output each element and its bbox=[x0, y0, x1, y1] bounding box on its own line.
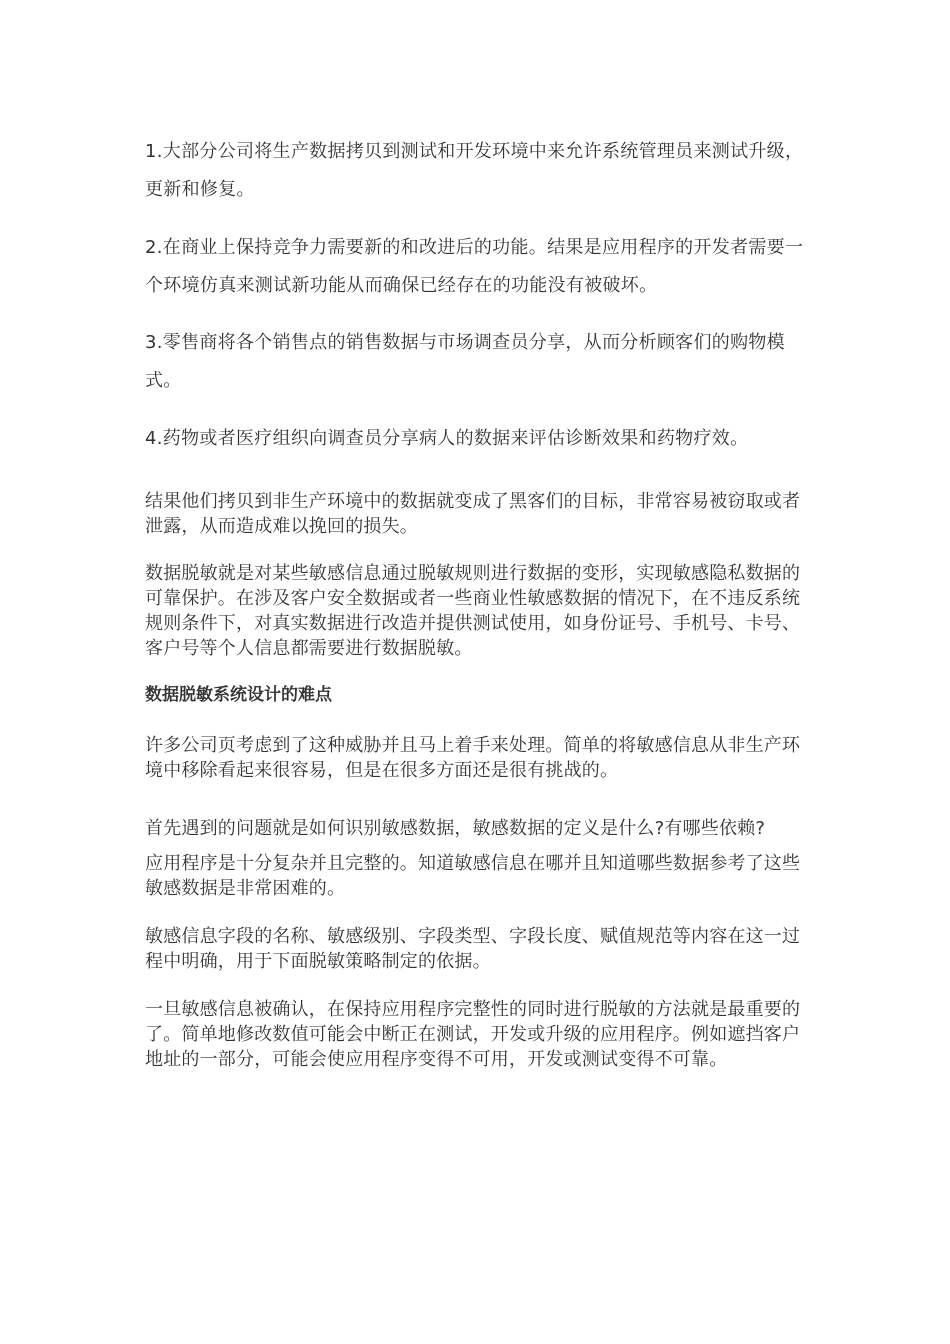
paragraph-threat: 许多公司页考虑到了这种威胁并且马上着手来处理。简单的将敏感信息从非生产环境中移除看起来很容易，但是在很多方面还是很有挑战的。 bbox=[145, 735, 801, 781]
list-item-4: 4.药物或者医疗组织向调查员分享病人的数据来评估诊断效果和药物疗效。 bbox=[145, 428, 749, 449]
paragraph-complexity: 应用程序是十分复杂并且完整的。知道敏感信息在哪并且知道哪些数据参考了这些敏感数据是非常困难的。 bbox=[145, 853, 801, 899]
list-item-1: 1.大部分公司将生产数据拷贝到测试和开发环境中来允许系统管理员来测试升级，更新和修复。 bbox=[145, 141, 804, 200]
paragraph-result: 结果他们拷贝到非生产环境中的数据就变成了黑客们的目标，非常容易被窃取或者泄露，从而造成难以挽回的损失。 bbox=[145, 491, 801, 537]
paragraph-definition: 数据脱敏就是对某些敏感信息通过脱敏规则进行数据的变形，实现敏感隐私数据的可靠保护。在涉及客户安全数据或者一些商业性敏感数据的情况下，在不违反系统规则条件下，对真实数据进行改造并提供测试使用，如身份证号、手机号、卡号、客户号等个人信息都需要进行数据脱敏。 bbox=[145, 563, 801, 659]
paragraph-fields: 敏感信息字段的名称、敏感级别、字段类型、字段长度、赋值规范等内容在这一过程中明确，用于下面脱敏策略制定的依据。 bbox=[145, 926, 801, 972]
paragraph-question: 首先遇到的问题就是如何识别敏感数据，敏感数据的定义是什么?有哪些依赖? bbox=[145, 818, 766, 839]
list-item-2: 2.在商业上保持竞争力需要新的和改进后的功能。结果是应用程序的开发者需要一个环境仿真来测试新功能从而确保已经存在的功能没有被破坏。 bbox=[145, 237, 804, 296]
list-item-3: 3.零售商将各个销售点的销售数据与市场调查员分享，从而分析顾客们的购物模式。 bbox=[145, 332, 785, 391]
paragraph-method: 一旦敏感信息被确认，在保持应用程序完整性的同时进行脱敏的方法就是最重要的了。简单地修改数值可能会中断正在测试，开发或升级的应用程序。例如遮挡客户地址的一部分，可能会使应用程序变得不可用，开发或测试变得不可靠。 bbox=[145, 999, 801, 1070]
section-heading: 数据脱敏系统设计的难点 bbox=[145, 685, 332, 705]
